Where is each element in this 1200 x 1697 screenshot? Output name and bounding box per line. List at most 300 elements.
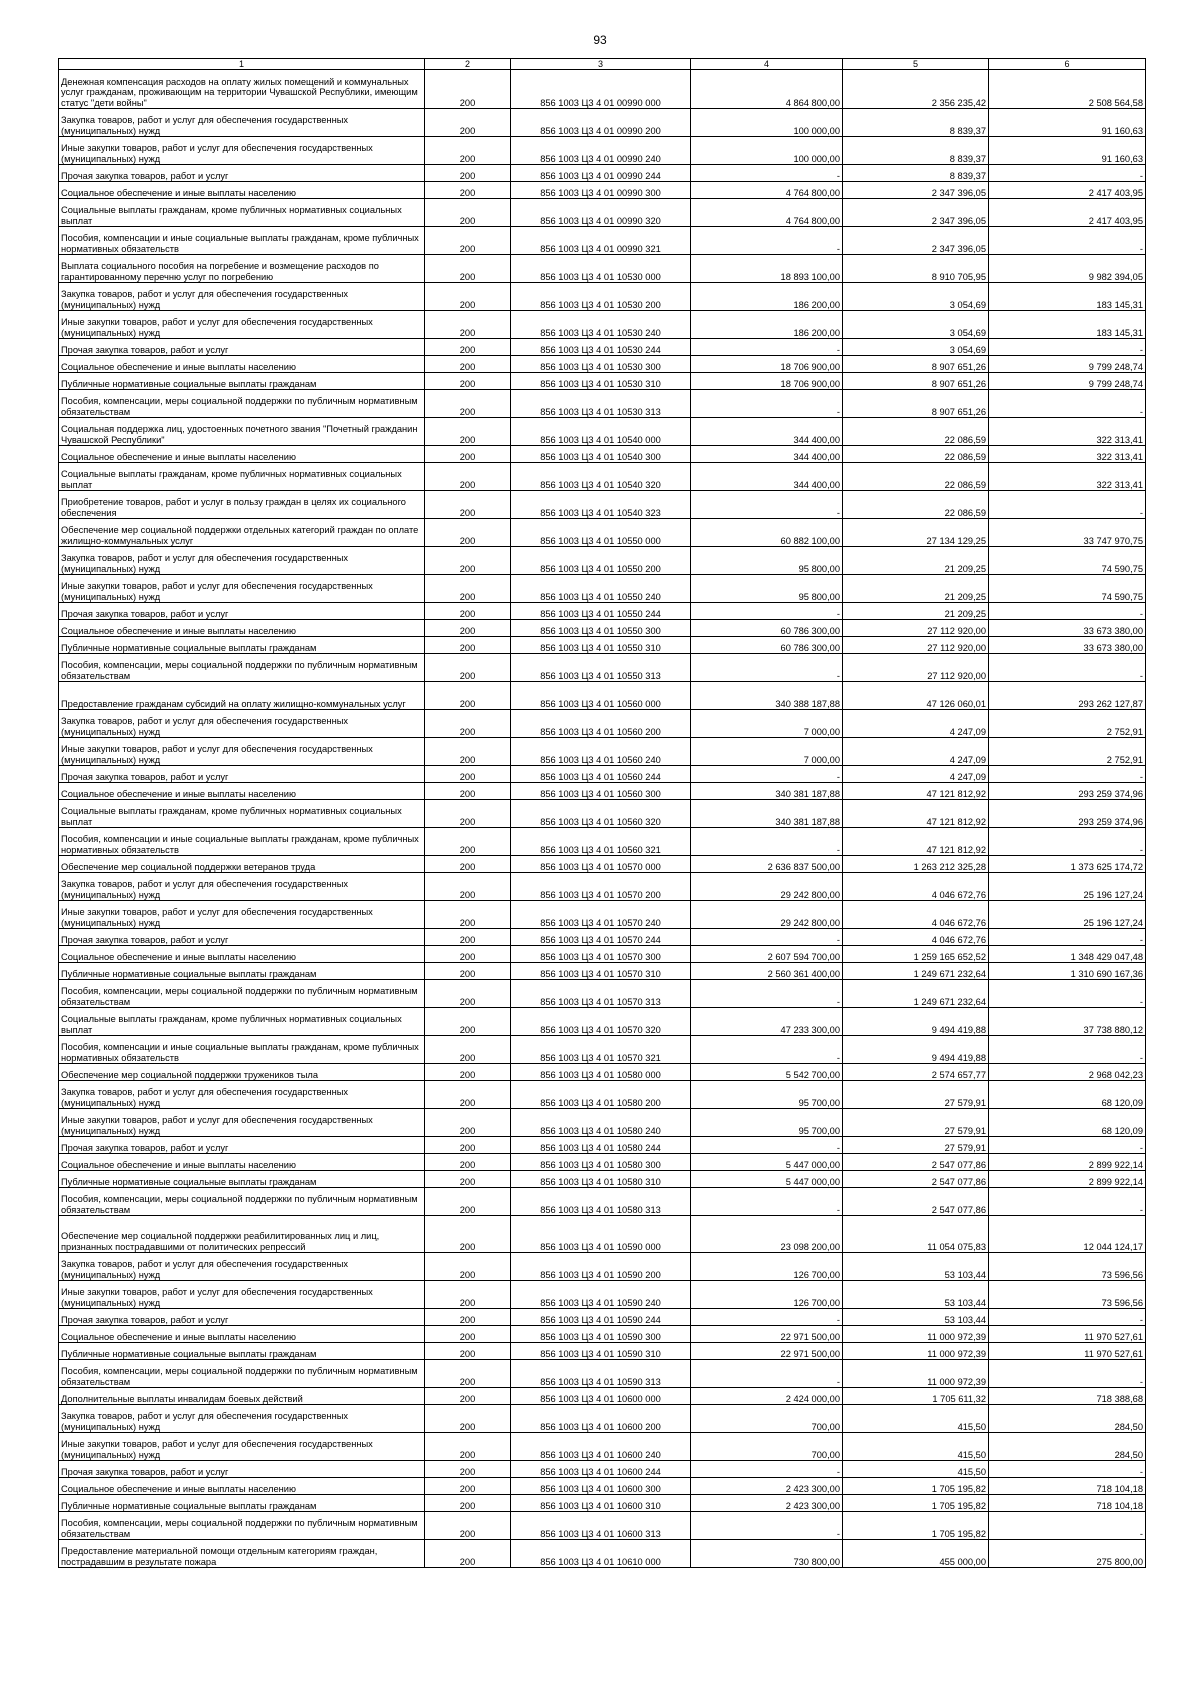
row-executed-amount-cell: 27 112 920,00 — [843, 654, 989, 682]
row-name-cell: Иные закупки товаров, работ и услуг для обеспечения государственных (муниципальных) нужд — [59, 1281, 425, 1309]
row-line-code-cell: 200 — [425, 390, 511, 418]
row-classification-code-cell: 856 1003 Ц3 4 01 10600 310 — [511, 1495, 691, 1512]
row-executed-amount-cell: 2 356 235,42 — [843, 70, 989, 109]
row-remaining-amount-cell: 322 313,41 — [989, 418, 1146, 446]
row-line-code-cell: 200 — [425, 1081, 511, 1109]
row-line-code-cell: 200 — [425, 373, 511, 390]
table-row — [59, 1388, 1146, 1405]
row-classification-code-cell: 856 1003 Ц3 4 01 10530 000 — [511, 255, 691, 283]
row-approved-amount-cell: 5 447 000,00 — [691, 1171, 843, 1188]
column-header-3: 3 — [511, 59, 691, 70]
row-line-code-cell: 200 — [425, 1154, 511, 1171]
column-header-5: 5 — [843, 59, 989, 70]
row-line-code-cell: 200 — [425, 1281, 511, 1309]
row-remaining-amount-cell: 1 310 690 167,36 — [989, 963, 1146, 980]
table-row — [59, 575, 1146, 603]
row-name-cell: Социальное обеспечение и иные выплаты населению — [59, 783, 425, 800]
column-header-1: 1 — [59, 59, 425, 70]
row-remaining-amount-cell: 2 417 403,95 — [989, 182, 1146, 199]
row-classification-code-cell: 856 1003 Ц3 4 01 10600 313 — [511, 1512, 691, 1540]
row-name-cell: Закупка товаров, работ и услуг для обеспечения государственных (муниципальных) нужд — [59, 1081, 425, 1109]
row-name-cell: Обеспечение мер социальной поддержки ветеранов труда — [59, 856, 425, 873]
table-row — [59, 1281, 1146, 1309]
row-approved-amount-cell: 95 700,00 — [691, 1081, 843, 1109]
row-approved-amount-cell: 344 400,00 — [691, 463, 843, 491]
table-row — [59, 1326, 1146, 1343]
row-classification-code-cell: 856 1003 Ц3 4 01 10570 310 — [511, 963, 691, 980]
row-name-cell: Иные закупки товаров, работ и услуг для обеспечения государственных (муниципальных) нужд — [59, 1433, 425, 1461]
row-classification-code-cell: 856 1003 Ц3 4 01 10550 000 — [511, 519, 691, 547]
row-line-code-cell: 200 — [425, 1433, 511, 1461]
row-approved-amount-cell: 95 800,00 — [691, 575, 843, 603]
row-approved-amount-cell: 126 700,00 — [691, 1281, 843, 1309]
row-classification-code-cell: 856 1003 Ц3 4 01 10580 300 — [511, 1154, 691, 1171]
table-row — [59, 929, 1146, 946]
row-approved-amount-cell: - — [691, 929, 843, 946]
row-remaining-amount-cell: 74 590,75 — [989, 575, 1146, 603]
row-executed-amount-cell: 47 121 812,92 — [843, 783, 989, 800]
row-line-code-cell: 200 — [425, 137, 511, 165]
row-line-code-cell: 200 — [425, 1036, 511, 1064]
table-row — [59, 1137, 1146, 1154]
row-remaining-amount-cell: - — [989, 390, 1146, 418]
row-line-code-cell: 200 — [425, 339, 511, 356]
table-row — [59, 463, 1146, 491]
table-row — [59, 373, 1146, 390]
row-executed-amount-cell: 4 247,09 — [843, 738, 989, 766]
row-approved-amount-cell: 60 786 300,00 — [691, 620, 843, 637]
row-name-cell: Публичные нормативные социальные выплаты гражданам — [59, 637, 425, 654]
row-classification-code-cell: 856 1003 Ц3 4 01 10550 310 — [511, 637, 691, 654]
row-approved-amount-cell: 186 200,00 — [691, 283, 843, 311]
row-name-cell: Публичные нормативные социальные выплаты гражданам — [59, 963, 425, 980]
row-remaining-amount-cell: 73 596,56 — [989, 1253, 1146, 1281]
table-row — [59, 620, 1146, 637]
table-row — [59, 491, 1146, 519]
row-classification-code-cell: 856 1003 Ц3 4 01 10610 000 — [511, 1540, 691, 1568]
row-executed-amount-cell: 27 112 920,00 — [843, 637, 989, 654]
row-remaining-amount-cell: - — [989, 1512, 1146, 1540]
table-row — [59, 873, 1146, 901]
row-classification-code-cell: 856 1003 Ц3 4 01 10540 320 — [511, 463, 691, 491]
row-executed-amount-cell: 1 263 212 325,28 — [843, 856, 989, 873]
row-executed-amount-cell: 8 907 651,26 — [843, 356, 989, 373]
row-approved-amount-cell: - — [691, 603, 843, 620]
row-line-code-cell: 200 — [425, 738, 511, 766]
row-remaining-amount-cell: 33 673 380,00 — [989, 620, 1146, 637]
row-classification-code-cell: 856 1003 Ц3 4 01 10530 313 — [511, 390, 691, 418]
row-classification-code-cell: 856 1003 Ц3 4 01 10550 313 — [511, 654, 691, 682]
row-classification-code-cell: 856 1003 Ц3 4 01 10590 300 — [511, 1326, 691, 1343]
row-line-code-cell: 200 — [425, 182, 511, 199]
row-approved-amount-cell: - — [691, 654, 843, 682]
row-name-cell: Закупка товаров, работ и услуг для обеспечения государственных (муниципальных) нужд — [59, 710, 425, 738]
row-remaining-amount-cell: 33 673 380,00 — [989, 637, 1146, 654]
row-classification-code-cell: 856 1003 Ц3 4 01 10570 200 — [511, 873, 691, 901]
row-remaining-amount-cell: 183 145,31 — [989, 283, 1146, 311]
row-approved-amount-cell: - — [691, 1360, 843, 1388]
row-line-code-cell: 200 — [425, 1171, 511, 1188]
row-executed-amount-cell: 2 547 077,86 — [843, 1154, 989, 1171]
table-row — [59, 980, 1146, 1008]
row-approved-amount-cell: 700,00 — [691, 1405, 843, 1433]
row-approved-amount-cell: - — [691, 165, 843, 182]
row-executed-amount-cell: 4 247,09 — [843, 710, 989, 738]
table-row — [59, 1540, 1146, 1568]
column-number-header — [59, 59, 1146, 70]
table-row — [59, 283, 1146, 311]
row-name-cell: Прочая закупка товаров, работ и услуг — [59, 929, 425, 946]
row-remaining-amount-cell: 2 899 922,14 — [989, 1154, 1146, 1171]
row-remaining-amount-cell: 11 970 527,61 — [989, 1326, 1146, 1343]
row-remaining-amount-cell: - — [989, 828, 1146, 856]
row-approved-amount-cell: 126 700,00 — [691, 1253, 843, 1281]
row-remaining-amount-cell: - — [989, 1137, 1146, 1154]
row-classification-code-cell: 856 1003 Ц3 4 01 10580 244 — [511, 1137, 691, 1154]
row-remaining-amount-cell: - — [989, 165, 1146, 182]
table-body — [59, 70, 1146, 1568]
row-classification-code-cell: 856 1003 Ц3 4 01 00990 320 — [511, 199, 691, 227]
row-line-code-cell: 200 — [425, 418, 511, 446]
row-name-cell: Прочая закупка товаров, работ и услуг — [59, 1461, 425, 1478]
row-name-cell: Обеспечение мер социальной поддержки тружеников тыла — [59, 1064, 425, 1081]
row-executed-amount-cell: 11 000 972,39 — [843, 1326, 989, 1343]
row-remaining-amount-cell: 718 388,68 — [989, 1388, 1146, 1405]
table-row — [59, 255, 1146, 283]
row-classification-code-cell: 856 1003 Ц3 4 01 10580 240 — [511, 1109, 691, 1137]
row-line-code-cell: 200 — [425, 1388, 511, 1405]
row-remaining-amount-cell: 284,50 — [989, 1405, 1146, 1433]
row-approved-amount-cell: 4 864 800,00 — [691, 70, 843, 109]
row-remaining-amount-cell: 293 259 374,96 — [989, 800, 1146, 828]
row-classification-code-cell: 856 1003 Ц3 4 01 10570 244 — [511, 929, 691, 946]
row-line-code-cell: 200 — [425, 356, 511, 373]
row-executed-amount-cell: 1 249 671 232,64 — [843, 980, 989, 1008]
row-remaining-amount-cell: 25 196 127,24 — [989, 901, 1146, 929]
row-classification-code-cell: 856 1003 Ц3 4 01 10580 200 — [511, 1081, 691, 1109]
row-executed-amount-cell: 53 103,44 — [843, 1253, 989, 1281]
row-remaining-amount-cell: 12 044 124,17 — [989, 1216, 1146, 1253]
row-classification-code-cell: 856 1003 Ц3 4 01 10580 313 — [511, 1188, 691, 1216]
column-header-6: 6 — [989, 59, 1146, 70]
row-classification-code-cell: 856 1003 Ц3 4 01 10590 244 — [511, 1309, 691, 1326]
row-approved-amount-cell: 4 764 800,00 — [691, 199, 843, 227]
row-remaining-amount-cell: 183 145,31 — [989, 311, 1146, 339]
row-approved-amount-cell: 29 242 800,00 — [691, 901, 843, 929]
page-number: 93 — [593, 33, 607, 47]
row-remaining-amount-cell: - — [989, 654, 1146, 682]
row-classification-code-cell: 856 1003 Ц3 4 01 10570 240 — [511, 901, 691, 929]
row-name-cell: Закупка товаров, работ и услуг для обеспечения государственных (муниципальных) нужд — [59, 109, 425, 137]
row-approved-amount-cell: - — [691, 828, 843, 856]
row-approved-amount-cell: 2 560 361 400,00 — [691, 963, 843, 980]
table-row — [59, 311, 1146, 339]
row-classification-code-cell: 856 1003 Ц3 4 01 00990 000 — [511, 70, 691, 109]
row-classification-code-cell: 856 1003 Ц3 4 01 10570 321 — [511, 1036, 691, 1064]
row-remaining-amount-cell: 1 348 429 047,48 — [989, 946, 1146, 963]
row-line-code-cell: 200 — [425, 1478, 511, 1495]
row-classification-code-cell: 856 1003 Ц3 4 01 10570 000 — [511, 856, 691, 873]
row-name-cell: Приобретение товаров, работ и услуг в пользу граждан в целях их социального обеспечения — [59, 491, 425, 519]
row-classification-code-cell: 856 1003 Ц3 4 01 10580 310 — [511, 1171, 691, 1188]
row-classification-code-cell: 856 1003 Ц3 4 01 10530 244 — [511, 339, 691, 356]
row-remaining-amount-cell: 718 104,18 — [989, 1478, 1146, 1495]
row-executed-amount-cell: 27 579,91 — [843, 1109, 989, 1137]
row-executed-amount-cell: 27 579,91 — [843, 1081, 989, 1109]
row-line-code-cell: 200 — [425, 446, 511, 463]
row-classification-code-cell: 856 1003 Ц3 4 01 10590 310 — [511, 1343, 691, 1360]
row-line-code-cell: 200 — [425, 1360, 511, 1388]
row-executed-amount-cell: 21 209,25 — [843, 547, 989, 575]
row-approved-amount-cell: - — [691, 491, 843, 519]
row-approved-amount-cell: 18 706 900,00 — [691, 373, 843, 390]
row-executed-amount-cell: 4 046 672,76 — [843, 929, 989, 946]
row-name-cell: Социальное обеспечение и иные выплаты населению — [59, 182, 425, 199]
row-executed-amount-cell: 2 574 657,77 — [843, 1064, 989, 1081]
row-classification-code-cell: 856 1003 Ц3 4 01 10570 300 — [511, 946, 691, 963]
row-remaining-amount-cell: 1 373 625 174,72 — [989, 856, 1146, 873]
row-line-code-cell: 200 — [425, 980, 511, 1008]
column-header-2: 2 — [425, 59, 511, 70]
row-classification-code-cell: 856 1003 Ц3 4 01 10560 244 — [511, 766, 691, 783]
row-remaining-amount-cell: - — [989, 929, 1146, 946]
row-line-code-cell: 200 — [425, 828, 511, 856]
row-executed-amount-cell: 47 121 812,92 — [843, 800, 989, 828]
row-name-cell: Социальная поддержка лиц, удостоенных почетного звания "Почетный гражданин Чувашской Республики" — [59, 418, 425, 446]
budget-execution-table — [58, 58, 1146, 1568]
row-executed-amount-cell: 8 839,37 — [843, 165, 989, 182]
table-row — [59, 519, 1146, 547]
row-name-cell: Социальное обеспечение и иные выплаты населению — [59, 1154, 425, 1171]
row-name-cell: Социальные выплаты гражданам, кроме публичных нормативных социальных выплат — [59, 800, 425, 828]
row-classification-code-cell: 856 1003 Ц3 4 01 10590 240 — [511, 1281, 691, 1309]
row-classification-code-cell: 856 1003 Ц3 4 01 00990 321 — [511, 227, 691, 255]
row-approved-amount-cell: 7 000,00 — [691, 710, 843, 738]
row-approved-amount-cell: - — [691, 390, 843, 418]
row-remaining-amount-cell: 37 738 880,12 — [989, 1008, 1146, 1036]
table-row — [59, 1081, 1146, 1109]
table-row — [59, 227, 1146, 255]
row-name-cell: Социальное обеспечение и иные выплаты населению — [59, 946, 425, 963]
row-name-cell: Пособия, компенсации, меры социальной поддержки по публичным нормативным обязательствам — [59, 1188, 425, 1216]
row-line-code-cell: 200 — [425, 1405, 511, 1433]
row-classification-code-cell: 856 1003 Ц3 4 01 00990 240 — [511, 137, 691, 165]
row-classification-code-cell: 856 1003 Ц3 4 01 10530 300 — [511, 356, 691, 373]
row-approved-amount-cell: - — [691, 1309, 843, 1326]
row-remaining-amount-cell: - — [989, 1036, 1146, 1064]
row-name-cell: Социальное обеспечение и иные выплаты населению — [59, 1326, 425, 1343]
row-approved-amount-cell: 95 800,00 — [691, 547, 843, 575]
row-name-cell: Прочая закупка товаров, работ и услуг — [59, 1309, 425, 1326]
row-name-cell: Иные закупки товаров, работ и услуг для обеспечения государственных (муниципальных) нужд — [59, 137, 425, 165]
table-row — [59, 682, 1146, 710]
row-line-code-cell: 200 — [425, 1109, 511, 1137]
row-remaining-amount-cell: 68 120,09 — [989, 1081, 1146, 1109]
row-remaining-amount-cell: 9 982 394,05 — [989, 255, 1146, 283]
row-approved-amount-cell: 5 542 700,00 — [691, 1064, 843, 1081]
row-approved-amount-cell: 100 000,00 — [691, 137, 843, 165]
row-line-code-cell: 200 — [425, 109, 511, 137]
row-name-cell: Закупка товаров, работ и услуг для обеспечения государственных (муниципальных) нужд — [59, 1405, 425, 1433]
row-approved-amount-cell: 2 636 837 500,00 — [691, 856, 843, 873]
row-executed-amount-cell: 1 259 165 652,52 — [843, 946, 989, 963]
row-remaining-amount-cell: 25 196 127,24 — [989, 873, 1146, 901]
row-approved-amount-cell: - — [691, 227, 843, 255]
row-remaining-amount-cell: 73 596,56 — [989, 1281, 1146, 1309]
row-line-code-cell: 200 — [425, 547, 511, 575]
row-line-code-cell: 200 — [425, 873, 511, 901]
row-line-code-cell: 200 — [425, 1064, 511, 1081]
table-row — [59, 1433, 1146, 1461]
table-row — [59, 1461, 1146, 1478]
row-approved-amount-cell: 22 971 500,00 — [691, 1343, 843, 1360]
row-approved-amount-cell: - — [691, 339, 843, 356]
row-executed-amount-cell: 22 086,59 — [843, 418, 989, 446]
row-classification-code-cell: 856 1003 Ц3 4 01 10600 244 — [511, 1461, 691, 1478]
row-line-code-cell: 200 — [425, 463, 511, 491]
row-executed-amount-cell: 2 347 396,05 — [843, 227, 989, 255]
row-approved-amount-cell: - — [691, 1188, 843, 1216]
row-approved-amount-cell: 2 424 000,00 — [691, 1388, 843, 1405]
table-row — [59, 710, 1146, 738]
row-approved-amount-cell: 60 882 100,00 — [691, 519, 843, 547]
row-line-code-cell: 200 — [425, 1540, 511, 1568]
row-remaining-amount-cell: 718 104,18 — [989, 1495, 1146, 1512]
row-name-cell: Публичные нормативные социальные выплаты гражданам — [59, 1343, 425, 1360]
row-remaining-amount-cell: 275 800,00 — [989, 1540, 1146, 1568]
table-row — [59, 339, 1146, 356]
table-row — [59, 828, 1146, 856]
row-executed-amount-cell: 11 000 972,39 — [843, 1360, 989, 1388]
row-executed-amount-cell: 4 046 672,76 — [843, 873, 989, 901]
row-executed-amount-cell: 1 705 611,32 — [843, 1388, 989, 1405]
row-line-code-cell: 200 — [425, 710, 511, 738]
row-classification-code-cell: 856 1003 Ц3 4 01 10550 200 — [511, 547, 691, 575]
row-name-cell: Социальные выплаты гражданам, кроме публичных нормативных социальных выплат — [59, 199, 425, 227]
row-approved-amount-cell: 47 233 300,00 — [691, 1008, 843, 1036]
row-name-cell: Социальное обеспечение и иные выплаты населению — [59, 446, 425, 463]
row-executed-amount-cell: 11 054 075,83 — [843, 1216, 989, 1253]
row-name-cell: Социальное обеспечение и иные выплаты населению — [59, 1478, 425, 1495]
row-classification-code-cell: 856 1003 Ц3 4 01 10570 313 — [511, 980, 691, 1008]
row-executed-amount-cell: 47 126 060,01 — [843, 682, 989, 710]
row-name-cell: Предоставление материальной помощи отдельным категориям граждан, пострадавшим в результате пожара — [59, 1540, 425, 1568]
row-name-cell: Пособия, компенсации, меры социальной поддержки по публичным нормативным обязательствам — [59, 1360, 425, 1388]
row-approved-amount-cell: 186 200,00 — [691, 311, 843, 339]
row-name-cell: Прочая закупка товаров, работ и услуг — [59, 339, 425, 356]
row-remaining-amount-cell: 9 799 248,74 — [989, 356, 1146, 373]
row-classification-code-cell: 856 1003 Ц3 4 01 10530 310 — [511, 373, 691, 390]
row-classification-code-cell: 856 1003 Ц3 4 01 10590 200 — [511, 1253, 691, 1281]
row-remaining-amount-cell: - — [989, 1188, 1146, 1216]
row-executed-amount-cell: 455 000,00 — [843, 1540, 989, 1568]
table-row — [59, 783, 1146, 800]
table-row — [59, 390, 1146, 418]
row-approved-amount-cell: 22 971 500,00 — [691, 1326, 843, 1343]
row-executed-amount-cell: 47 121 812,92 — [843, 828, 989, 856]
row-classification-code-cell: 856 1003 Ц3 4 01 10550 300 — [511, 620, 691, 637]
row-remaining-amount-cell: - — [989, 1461, 1146, 1478]
row-executed-amount-cell: 27 579,91 — [843, 1137, 989, 1154]
row-approved-amount-cell: 344 400,00 — [691, 446, 843, 463]
row-remaining-amount-cell: 284,50 — [989, 1433, 1146, 1461]
row-classification-code-cell: 856 1003 Ц3 4 01 10590 313 — [511, 1360, 691, 1388]
row-line-code-cell: 200 — [425, 1461, 511, 1478]
row-name-cell: Иные закупки товаров, работ и услуг для обеспечения государственных (муниципальных) нужд — [59, 575, 425, 603]
table-row — [59, 418, 1146, 446]
row-executed-amount-cell: 8 839,37 — [843, 137, 989, 165]
table-row — [59, 199, 1146, 227]
table-row — [59, 1512, 1146, 1540]
row-classification-code-cell: 856 1003 Ц3 4 01 10560 240 — [511, 738, 691, 766]
row-line-code-cell: 200 — [425, 766, 511, 783]
row-line-code-cell: 200 — [425, 165, 511, 182]
row-classification-code-cell: 856 1003 Ц3 4 01 10560 321 — [511, 828, 691, 856]
row-line-code-cell: 200 — [425, 1188, 511, 1216]
row-name-cell: Дополнительные выплаты инвалидам боевых действий — [59, 1388, 425, 1405]
row-approved-amount-cell: 100 000,00 — [691, 109, 843, 137]
row-approved-amount-cell: - — [691, 1461, 843, 1478]
row-executed-amount-cell: 415,50 — [843, 1405, 989, 1433]
row-line-code-cell: 200 — [425, 519, 511, 547]
row-executed-amount-cell: 2 547 077,86 — [843, 1171, 989, 1188]
row-remaining-amount-cell: - — [989, 766, 1146, 783]
row-remaining-amount-cell: 293 259 374,96 — [989, 783, 1146, 800]
row-line-code-cell: 200 — [425, 1137, 511, 1154]
table-row — [59, 1008, 1146, 1036]
row-name-cell: Пособия, компенсации и иные социальные выплаты гражданам, кроме публичных нормативных обязательств — [59, 1036, 425, 1064]
row-classification-code-cell: 856 1003 Ц3 4 01 10560 300 — [511, 783, 691, 800]
row-approved-amount-cell: 2 607 594 700,00 — [691, 946, 843, 963]
row-line-code-cell: 200 — [425, 491, 511, 519]
row-executed-amount-cell: 3 054,69 — [843, 339, 989, 356]
row-approved-amount-cell: 95 700,00 — [691, 1109, 843, 1137]
row-executed-amount-cell: 22 086,59 — [843, 491, 989, 519]
table-row — [59, 1188, 1146, 1216]
table-row — [59, 1495, 1146, 1512]
row-remaining-amount-cell: - — [989, 491, 1146, 519]
row-remaining-amount-cell: 11 970 527,61 — [989, 1343, 1146, 1360]
table-row — [59, 963, 1146, 980]
row-remaining-amount-cell: 91 160,63 — [989, 137, 1146, 165]
row-name-cell: Пособия, компенсации, меры социальной поддержки по публичным нормативным обязательствам — [59, 390, 425, 418]
table-row — [59, 70, 1146, 109]
row-remaining-amount-cell: - — [989, 603, 1146, 620]
row-name-cell: Выплата социального пособия на погребение и возмещение расходов по гарантированному перечню услуг по погребению — [59, 255, 425, 283]
row-classification-code-cell: 856 1003 Ц3 4 01 10600 000 — [511, 1388, 691, 1405]
table-row — [59, 1216, 1146, 1253]
row-executed-amount-cell: 1 249 671 232,64 — [843, 963, 989, 980]
row-executed-amount-cell: 4 247,09 — [843, 766, 989, 783]
row-name-cell: Закупка товаров, работ и услуг для обеспечения государственных (муниципальных) нужд — [59, 1253, 425, 1281]
row-remaining-amount-cell: - — [989, 227, 1146, 255]
row-line-code-cell: 200 — [425, 654, 511, 682]
row-executed-amount-cell: 2 347 396,05 — [843, 182, 989, 199]
row-executed-amount-cell: 53 103,44 — [843, 1281, 989, 1309]
row-executed-amount-cell: 2 547 077,86 — [843, 1188, 989, 1216]
row-line-code-cell: 200 — [425, 856, 511, 873]
table-row — [59, 738, 1146, 766]
row-executed-amount-cell: 1 705 195,82 — [843, 1478, 989, 1495]
row-executed-amount-cell: 9 494 419,88 — [843, 1036, 989, 1064]
row-line-code-cell: 200 — [425, 1253, 511, 1281]
row-approved-amount-cell: 730 800,00 — [691, 1540, 843, 1568]
row-executed-amount-cell: 53 103,44 — [843, 1309, 989, 1326]
row-remaining-amount-cell: - — [989, 1360, 1146, 1388]
row-remaining-amount-cell: 68 120,09 — [989, 1109, 1146, 1137]
table-row — [59, 356, 1146, 373]
table-row — [59, 901, 1146, 929]
